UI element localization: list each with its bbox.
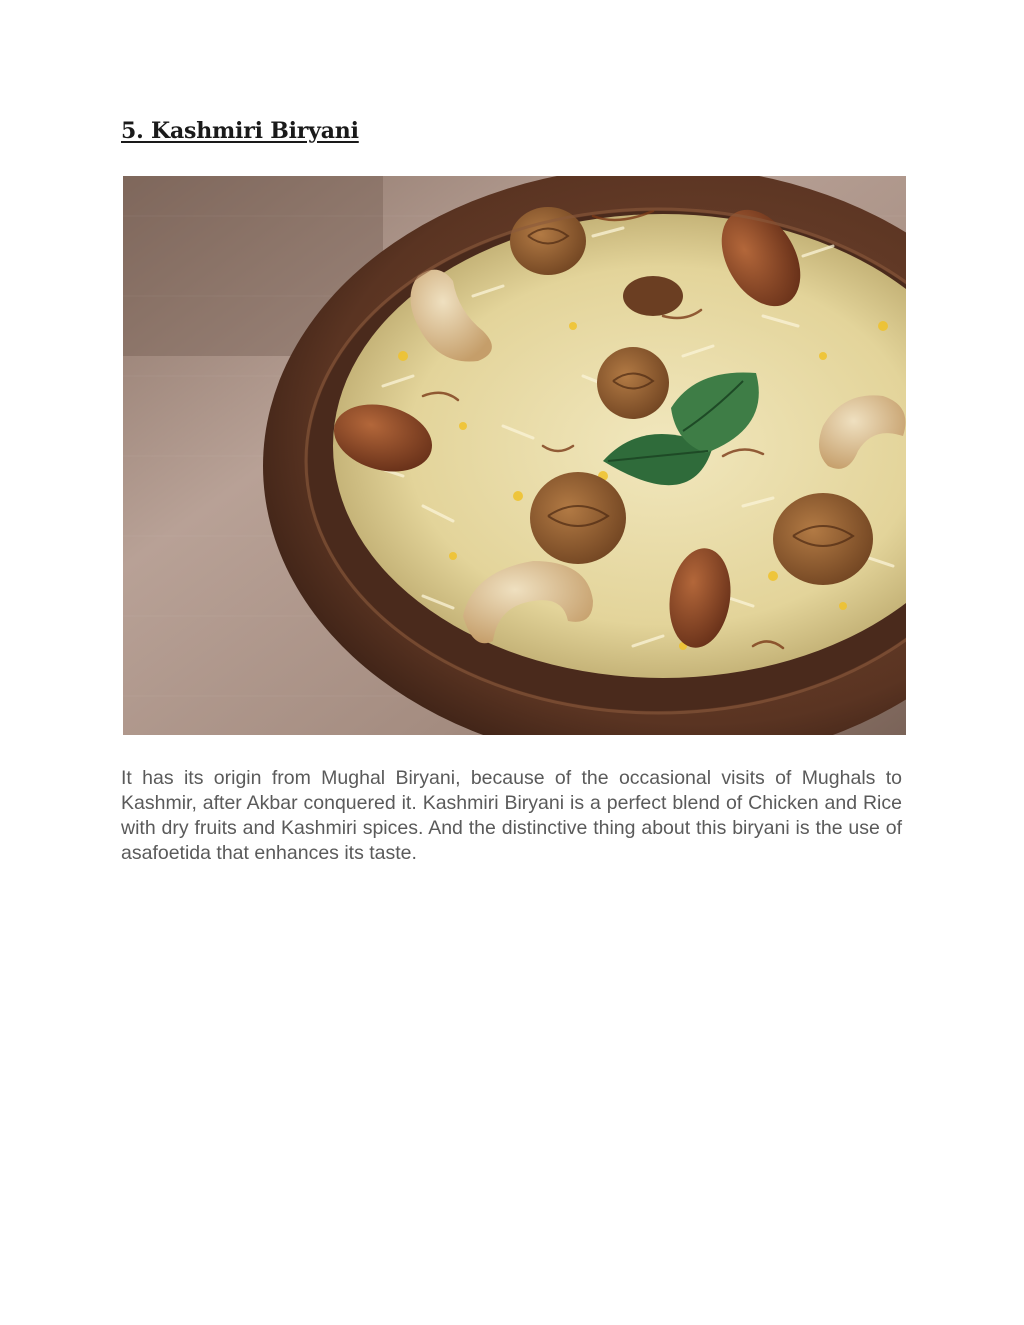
biryani-bowl-illustration <box>123 176 906 735</box>
biryani-photo <box>123 176 906 735</box>
section-paragraph: It has its origin from Mughal Biryani, because of the occasional visits of Mughals to Kashmir, after Akbar conquered it. Kashmiri Biryani is a perfect blend of Chicken and Rice with dry fruits and Kashmiri spices. And the distinctive thing about this biryani is the use of asafoetida that enhances its taste. <box>121 767 902 864</box>
section-heading: 5. Kashmiri Biryani <box>121 118 359 144</box>
